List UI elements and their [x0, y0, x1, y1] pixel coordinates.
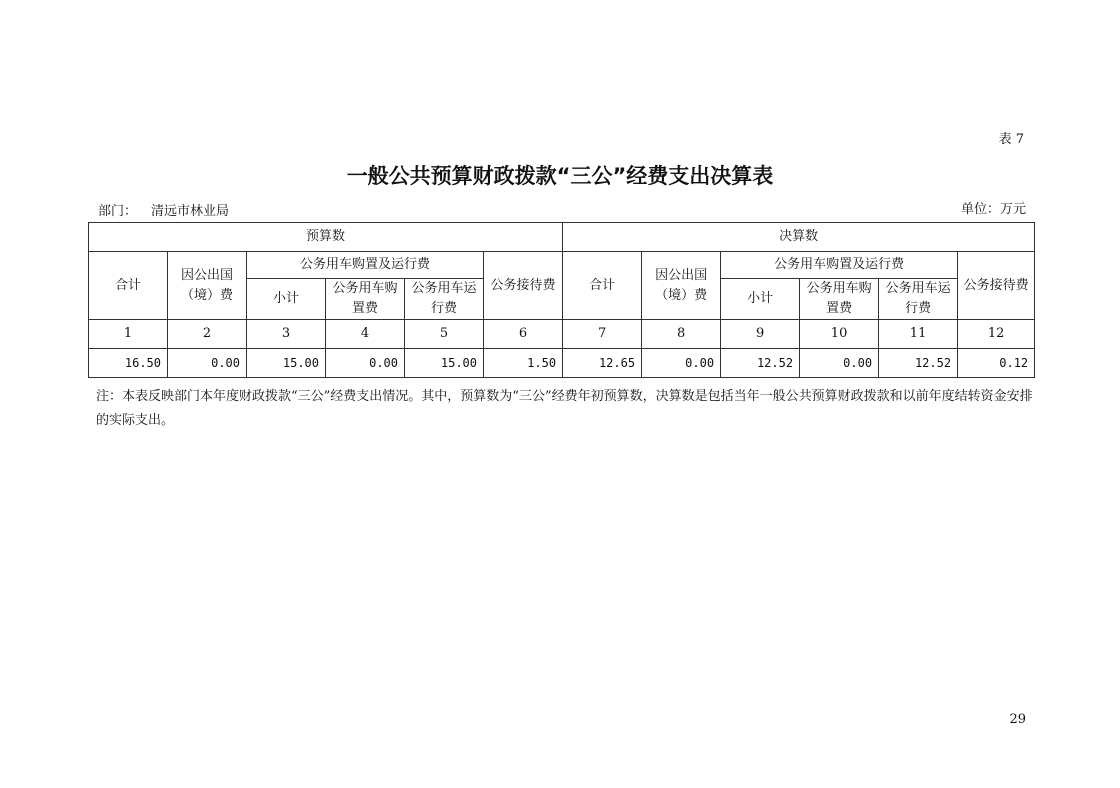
header-vehicle-purchase: 公务用车购置费 — [326, 279, 405, 320]
column-number: 6 — [484, 320, 563, 349]
column-number: 11 — [879, 320, 958, 349]
header-subtotal: 小计 — [721, 279, 800, 320]
column-number: 3 — [247, 320, 326, 349]
table-note: 注：本表反映部门本年度财政拨款“三公”经费支出情况。其中，预算数为“三公”经费年初预算数，决算数是包括当年一般公共预算财政拨款和以前年度结转资金安排的实际支出。 — [96, 389, 1033, 428]
header-abroad: 因公出国（境）费 — [642, 252, 721, 320]
unit-label: 单位：万元 — [960, 202, 1026, 217]
column-number: 5 — [405, 320, 484, 349]
department-line — [98, 200, 229, 219]
header-vehicle: 公务用车购置及运行费 — [247, 252, 484, 279]
value-cell: 15.00 — [405, 349, 484, 378]
group-header-budget: 预算数 — [89, 223, 563, 252]
header-reception: 公务接待费 — [484, 252, 563, 320]
column-number: 12 — [958, 320, 1035, 349]
table-number: 表 7 — [998, 132, 1024, 147]
page-title: 一般公共预算财政拨款“三公”经费支出决算表 — [346, 164, 774, 188]
value-cell: 12.52 — [721, 349, 800, 378]
column-number-row — [89, 320, 1035, 349]
value-cell: 12.52 — [879, 349, 958, 378]
column-number: 8 — [642, 320, 721, 349]
group-header-final: 决算数 — [563, 223, 1035, 252]
header-vehicle-operation: 公务用车运行费 — [879, 279, 958, 320]
value-cell: 1.50 — [484, 349, 563, 378]
column-number: 7 — [563, 320, 642, 349]
header-reception: 公务接待费 — [958, 252, 1035, 320]
value-cell: 0.00 — [800, 349, 879, 378]
value-cell: 16.50 — [89, 349, 168, 378]
value-cell: 15.00 — [247, 349, 326, 378]
value-cell: 0.00 — [168, 349, 247, 378]
value-cell: 0.00 — [326, 349, 405, 378]
department-label: 部门： — [98, 204, 138, 219]
header-vehicle-operation: 公务用车运行费 — [405, 279, 484, 320]
department-value: 清远市林业局 — [151, 204, 230, 219]
header-vehicle-purchase: 公务用车购置费 — [800, 279, 879, 320]
header-subtotal: 小计 — [247, 279, 326, 320]
value-cell: 0.12 — [958, 349, 1035, 378]
column-number: 4 — [326, 320, 405, 349]
header-total: 合计 — [89, 252, 168, 320]
column-number: 1 — [89, 320, 168, 349]
header-abroad: 因公出国（境）费 — [168, 252, 247, 320]
table-row — [89, 349, 1035, 378]
page-number: 29 — [1009, 712, 1026, 727]
column-number: 2 — [168, 320, 247, 349]
header-vehicle: 公务用车购置及运行费 — [721, 252, 958, 279]
value-cell: 0.00 — [642, 349, 721, 378]
value-cell: 12.65 — [563, 349, 642, 378]
column-number: 9 — [721, 320, 800, 349]
budget-table — [88, 222, 1035, 378]
column-number: 10 — [800, 320, 879, 349]
header-total: 合计 — [563, 252, 642, 320]
